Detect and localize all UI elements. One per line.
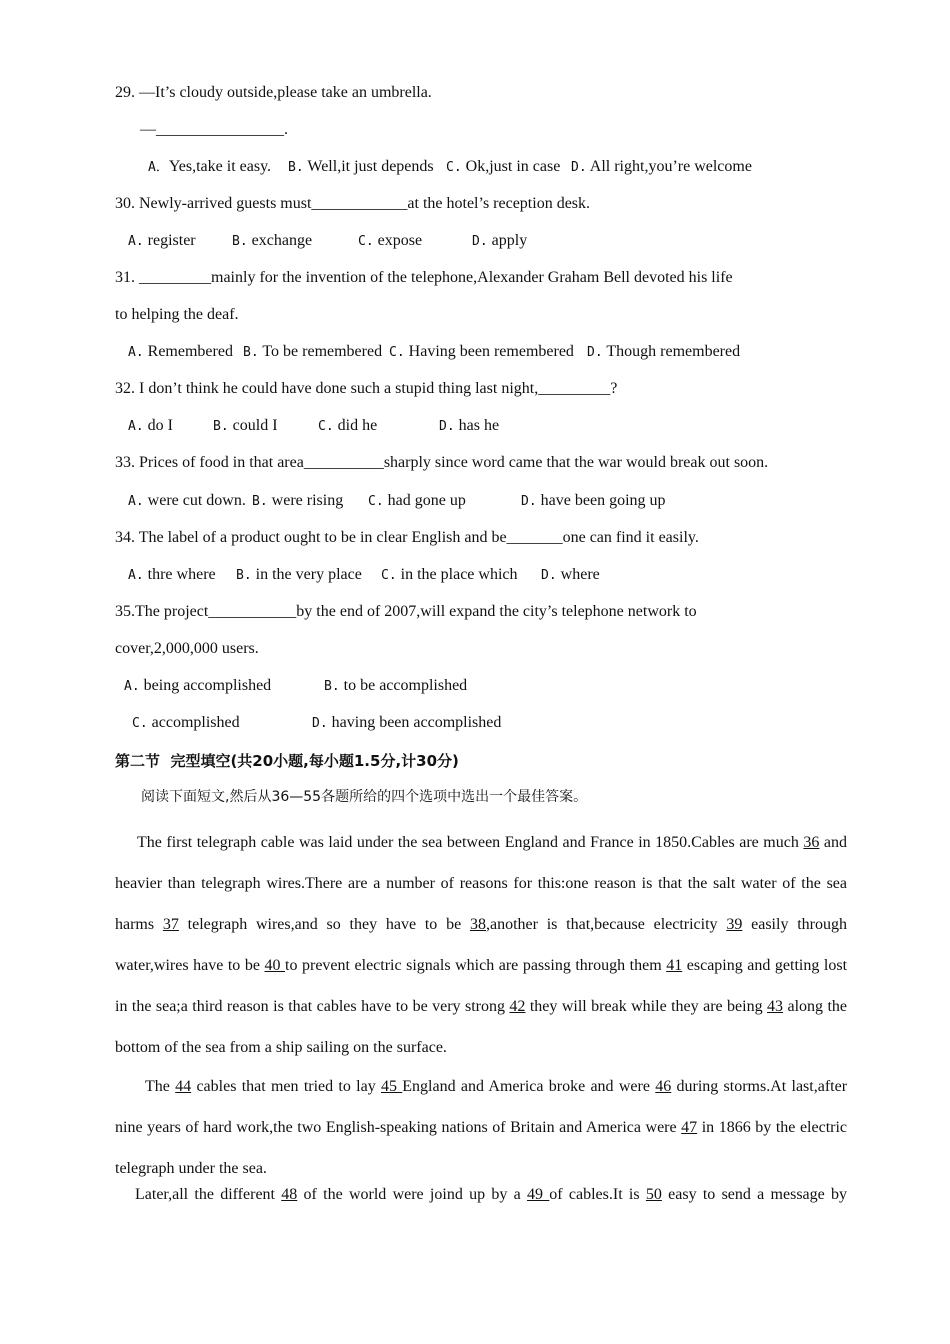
section-heading: 第二节 完型填空(共20小题,每小题1.5分,计30分) (115, 752, 459, 770)
blank-number: 44 (175, 1078, 192, 1095)
blank-number: 38 (469, 916, 486, 933)
question-29-response: —________________. (140, 121, 288, 138)
blank-number: 48 (281, 1186, 298, 1203)
passage-text: during storms.At last,after nine years of hard work,the two English-speaking nations of Britain and America were (115, 1078, 848, 1136)
passage-text: along the bottom of the sea from a ship sailing on the surface. (115, 998, 848, 1056)
question-31-stem-continued: to helping the deaf. (115, 306, 239, 323)
blank-number: 45 (380, 1078, 403, 1095)
option-a: A. being accomplished (124, 677, 272, 694)
option-c: C. had gone up (368, 492, 466, 509)
passage-text: and heavier than telegraph wires.There are a number of reasons for this:one reason is that the salt water of the sea harms (115, 834, 847, 933)
question-29-stem: 29. —It’s cloudy outside,please take an umbrella. (115, 84, 432, 101)
passage-text: England and America broke and were (402, 1078, 656, 1095)
blank-number: 40 (264, 957, 286, 974)
passage-text: easy to send a message by (661, 1186, 848, 1203)
passage-text: Later,all the different (135, 1186, 282, 1203)
blank-number: 50 (645, 1186, 662, 1203)
blank-number: 46 (655, 1078, 672, 1095)
passage-paragraph-3 (115, 1185, 847, 1205)
option-b: B. in the very place (236, 566, 362, 583)
option-c: C. expose (358, 232, 423, 249)
option-c: C. did he (318, 417, 378, 434)
passage-text: in 1866 by the electric telegraph under the sea. (115, 1119, 848, 1177)
option-b: B. to be accomplished (324, 677, 468, 694)
blank-number: 47 (681, 1119, 698, 1136)
passage-text: escaping and getting lost in the sea;a third reason is that cables have to be very strong (115, 957, 848, 1015)
option-d: D. where (541, 566, 600, 583)
option-d: D. All right,you’re welcome (571, 158, 752, 175)
passage-text: The first telegraph cable was laid under the sea between England and France in 1850.Cables are much (137, 834, 804, 851)
option-a: A. thre where (128, 566, 216, 583)
blank-number: 37 (162, 916, 179, 933)
question-35-stem-continued: cover,2,000,000 users. (115, 640, 259, 657)
option-c: C. in the place which (381, 566, 518, 583)
question-35-stem: 35.The project___________by the end of 2007,will expand the city’s telephone network to (115, 603, 697, 620)
passage-text: The (145, 1078, 176, 1095)
option-b: B. exchange (232, 232, 313, 249)
question-31-stem: 31. _________mainly for the invention of the telephone,Alexander Graham Bell devoted his life (115, 269, 733, 286)
passage-paragraph-1 (115, 822, 847, 1068)
passage-text: to prevent electric signals which are passing through them (285, 957, 667, 974)
blank-number: 36 (803, 834, 820, 851)
passage-text: ,another is that,because electricity (485, 916, 727, 933)
passage-text: telegraph wires,and so they have to be (178, 916, 470, 933)
option-a: A. were cut down. (128, 492, 246, 509)
question-33-stem: 33. Prices of food in that area__________sharply since word came that the war would break out soon. (115, 454, 769, 471)
option-b: B. were rising (252, 492, 344, 509)
blank-number: 41 (666, 957, 683, 974)
blank-number: 43 (767, 998, 784, 1015)
option-a: A. register (128, 232, 196, 249)
question-32-stem: 32. I don’t think he could have done such a stupid thing last night,_________? (115, 380, 618, 397)
option-b: B. could I (213, 417, 278, 434)
option-d: D. having been accomplished (312, 714, 502, 731)
option-c: C. accomplished (132, 714, 240, 731)
passage-text: cables that men tried to lay (191, 1078, 381, 1095)
option-d: D. Though remembered (587, 343, 741, 360)
passage-text: of the world were joind up by a (297, 1186, 528, 1203)
option-a: A. Remembered (128, 343, 233, 360)
blank-number: 42 (509, 998, 526, 1015)
option-a: A．Yes,take it easy. (148, 158, 272, 175)
option-b: B. Well,it just depends (288, 158, 434, 175)
option-c: C. Having been remembered (389, 343, 574, 360)
option-d: D. have been going up (521, 492, 666, 509)
question-34-stem: 34. The label of a product ought to be in clear English and be_______one can find it easily. (115, 529, 699, 546)
passage-text: they will break while they are being (525, 998, 768, 1015)
blank-number: 39 (726, 916, 743, 933)
option-b: B. To be remembered (243, 343, 383, 360)
section-instruction: 阅读下面短文,然后从36—55各题所给的四个选项中选出一个最佳答案。 (141, 789, 588, 805)
option-a: A. do I (128, 417, 173, 434)
blank-number: 49 (527, 1186, 550, 1203)
passage-text: easily through water,wires have to be (115, 916, 848, 974)
option-d: D. has he (439, 417, 500, 434)
option-d: D. apply (472, 232, 528, 249)
passage-text: of cables.It is (549, 1186, 646, 1203)
option-c: C. Ok,just in case (446, 158, 561, 175)
passage-paragraph-2 (115, 1066, 847, 1189)
question-30-stem: 30. Newly-arrived guests must____________at the hotel’s reception desk. (115, 195, 591, 212)
